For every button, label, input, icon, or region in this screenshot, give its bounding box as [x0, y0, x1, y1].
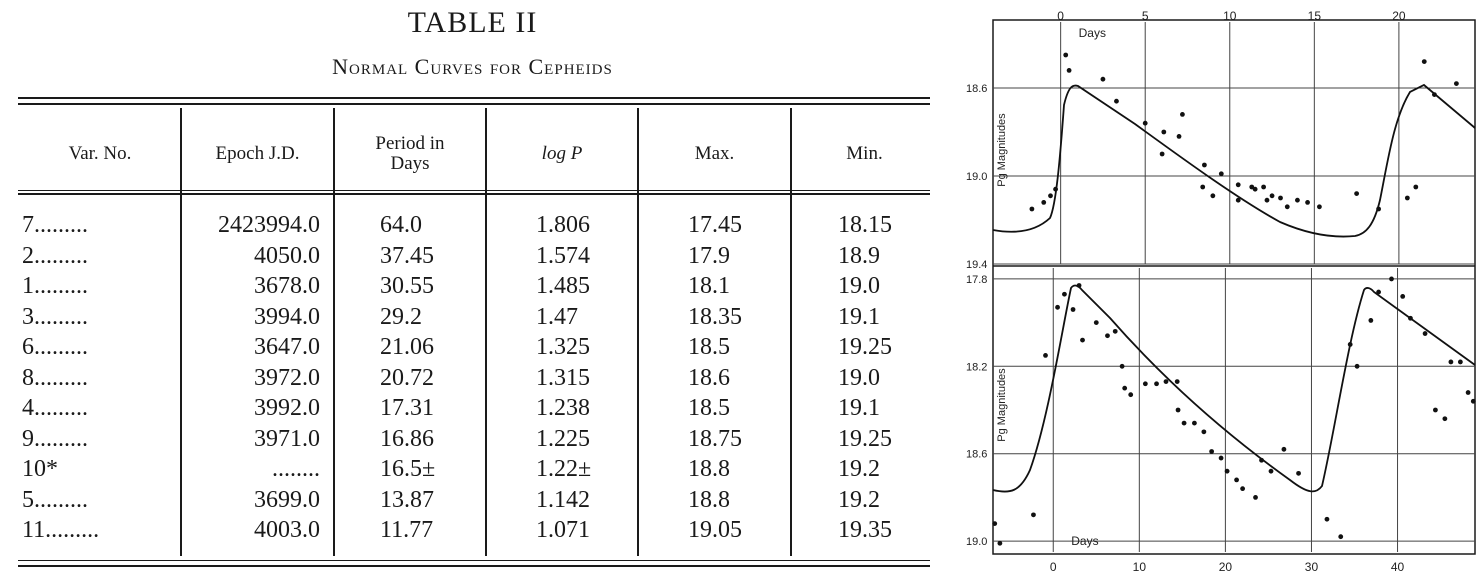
cell-period: 11.77: [380, 517, 434, 543]
data-point: [1423, 331, 1428, 336]
data-point: [1389, 277, 1394, 282]
cell-var: 8.........: [22, 364, 88, 391]
cell-logp: 1.325: [536, 334, 590, 360]
header-log-p: log P: [541, 143, 583, 164]
light-curves-panel: [960, 0, 1482, 578]
data-point: [1261, 185, 1266, 190]
cell-epoch: 3994.0: [254, 303, 320, 330]
data-point: [1471, 399, 1476, 404]
cell-logp: 1.574: [536, 242, 590, 269]
cell-logp: 1.071: [536, 517, 590, 543]
data-point: [1236, 182, 1241, 187]
cell-epoch: 4050.0: [254, 242, 320, 269]
data-point: [1177, 134, 1182, 139]
header-epoch: Epoch J.D.: [215, 143, 300, 164]
y-tick-label: 18.2: [966, 361, 988, 374]
cell-epoch: 3647.0: [254, 334, 320, 360]
data-point: [1433, 408, 1438, 413]
cell-period: 20.72: [380, 364, 434, 391]
cell-period: 21.06: [380, 334, 434, 360]
data-point: [1161, 130, 1166, 135]
cell-period: 16.86: [380, 425, 434, 452]
data-point: [1041, 200, 1046, 205]
cell-max: 18.1: [688, 273, 730, 299]
data-point: [1105, 333, 1110, 338]
cell-epoch: 3971.0: [254, 425, 320, 452]
x-tick-label: 0: [1057, 9, 1064, 23]
cell-var: 10*: [22, 456, 58, 482]
cell-epoch: 4003.0: [254, 517, 320, 543]
cell-period: 16.5±: [380, 456, 436, 482]
data-point: [1143, 121, 1148, 126]
light-curves-svg: [960, 0, 1482, 578]
data-point: [1120, 364, 1125, 369]
cell-max: 18.8: [688, 486, 730, 513]
data-point: [1175, 379, 1180, 384]
y-tick-label: 18.6: [966, 448, 988, 461]
bottom-rule: [18, 560, 930, 561]
data-point: [1122, 386, 1127, 391]
cell-epoch: ........: [272, 456, 320, 482]
cell-logp: 1.485: [536, 273, 590, 299]
data-point: [1253, 187, 1258, 192]
data-point: [1080, 338, 1085, 343]
x-tick-label: 20: [1392, 9, 1406, 23]
cell-period: 13.87: [380, 486, 434, 513]
table-subtitle: Normal Curves for Cepheids: [332, 54, 613, 79]
y-axis-label: Pg Magnitudes: [996, 368, 1008, 442]
data-point: [1325, 517, 1330, 522]
data-point: [1269, 469, 1274, 474]
data-point: [1164, 379, 1169, 384]
data-point: [1240, 486, 1245, 491]
data-point: [1202, 163, 1207, 168]
x-tick-label: 20: [1218, 560, 1233, 574]
y-tick-label: 18.6: [966, 83, 988, 95]
cell-var: 1.........: [22, 273, 88, 299]
header-rule-2: [18, 193, 930, 195]
x-tick-label: 30: [1304, 560, 1319, 574]
table-title: TABLE II: [407, 6, 538, 39]
data-point: [1031, 512, 1036, 517]
data-point: [1454, 81, 1459, 86]
data-point: [992, 521, 997, 526]
header-rule: [18, 190, 930, 191]
data-point: [1458, 360, 1463, 365]
cell-min: 19.0: [838, 364, 880, 391]
data-point: [997, 541, 1002, 546]
data-point: [1317, 204, 1322, 209]
data-point: [1048, 193, 1053, 198]
cell-max: 18.6: [688, 364, 730, 391]
cell-epoch: 3678.0: [254, 273, 320, 299]
data-point: [1466, 390, 1471, 395]
top-rule: [18, 97, 930, 99]
data-point: [1143, 381, 1148, 386]
cell-logp: 1.315: [536, 364, 590, 391]
data-point: [1285, 204, 1290, 209]
cell-var: 5.........: [22, 486, 88, 513]
data-point: [1368, 318, 1373, 323]
top-rule-2: [18, 103, 930, 105]
header-max: Max.: [694, 143, 735, 164]
cell-logp: 1.22±: [536, 456, 592, 482]
x-tick-label: 10: [1132, 560, 1147, 574]
data-point: [1200, 185, 1205, 190]
cell-min: 19.2: [838, 486, 880, 513]
x-axis-label: Days: [1071, 534, 1099, 548]
cell-var: 7.........: [22, 212, 88, 238]
data-point: [1114, 99, 1119, 104]
cell-min: 19.25: [838, 334, 892, 360]
cell-var: 6.........: [22, 334, 88, 360]
data-point: [1305, 200, 1310, 205]
data-point: [1295, 198, 1300, 203]
data-point: [1210, 193, 1215, 198]
cell-min: 18.9: [838, 242, 880, 269]
data-point: [1278, 196, 1283, 201]
data-point: [1160, 152, 1165, 157]
data-point: [1413, 185, 1418, 190]
cell-logp: 1.142: [536, 486, 590, 513]
cell-min: 19.35: [838, 517, 892, 543]
header-period-line2: Days: [390, 153, 430, 174]
cell-max: 17.9: [688, 242, 730, 269]
data-point: [1043, 353, 1048, 358]
cell-min: 19.25: [838, 425, 892, 452]
cell-var: 9.........: [22, 425, 88, 452]
cell-max: 18.5: [688, 395, 730, 421]
data-point: [1449, 360, 1454, 365]
x-tick-label: 5: [1141, 9, 1149, 23]
data-point: [1296, 471, 1301, 476]
data-point: [1253, 495, 1258, 500]
cell-max: 17.45: [688, 212, 742, 238]
cell-max: 18.75: [688, 425, 742, 452]
data-point: [1355, 364, 1360, 369]
data-point: [1154, 381, 1159, 386]
data-point: [1176, 408, 1181, 413]
data-point: [1094, 320, 1099, 325]
header-period: [335, 118, 485, 190]
data-point: [1338, 534, 1343, 539]
cell-epoch: 3972.0: [254, 364, 320, 391]
data-point: [1219, 171, 1224, 176]
x-tick-label: 40: [1390, 560, 1405, 574]
cell-epoch: 3992.0: [254, 395, 320, 421]
cell-epoch: 2423994.0: [218, 212, 320, 238]
data-point: [1067, 68, 1072, 73]
cell-min: 19.0: [838, 273, 880, 299]
cell-period: 29.2: [380, 303, 422, 330]
y-tick-label: 19.0: [966, 536, 988, 549]
data-point: [1405, 196, 1410, 201]
cell-min: 19.1: [838, 303, 880, 330]
data-point: [1192, 421, 1197, 426]
data-point: [1182, 421, 1187, 426]
data-point: [1055, 305, 1060, 310]
data-point: [1201, 429, 1206, 434]
data-point: [1282, 447, 1287, 452]
data-point: [1180, 112, 1185, 117]
cell-max: 18.8: [688, 456, 730, 482]
y-tick-label: 17.8: [966, 273, 988, 286]
cell-epoch: 3699.0: [254, 486, 320, 513]
data-point: [1265, 198, 1270, 203]
data-point: [1029, 207, 1034, 212]
cell-min: 18.15: [838, 212, 892, 238]
cell-max: 19.05: [688, 517, 742, 543]
data-point: [1128, 392, 1133, 397]
data-point: [1354, 191, 1359, 196]
y-tick-label: 19.0: [966, 171, 988, 183]
data-point: [1422, 59, 1427, 64]
data-point: [1113, 329, 1118, 334]
data-point: [1234, 478, 1239, 483]
bottom-rule-2: [18, 565, 930, 567]
cell-var: 2.........: [22, 242, 88, 269]
x-tick-label: 0: [1049, 560, 1057, 574]
data-point: [1442, 416, 1447, 421]
header-period-line1: Period in: [375, 133, 445, 154]
x-axis-label: Days: [1078, 26, 1106, 40]
cell-var: 11.........: [22, 517, 100, 543]
cell-var: 3.........: [22, 303, 88, 330]
y-tick-label: 19.4: [966, 259, 988, 271]
data-point: [1101, 77, 1106, 82]
cell-logp: 1.225: [536, 425, 590, 452]
data-point: [1270, 193, 1275, 198]
x-tick-label: 15: [1307, 9, 1322, 23]
data-point: [1209, 449, 1214, 454]
cell-logp: 1.806: [536, 212, 590, 238]
cell-logp: 1.47: [536, 303, 578, 330]
data-point: [1400, 294, 1405, 299]
data-point: [1219, 456, 1224, 461]
header-min: Min.: [846, 143, 883, 164]
header-var-no: Var. No.: [68, 143, 132, 164]
cell-period: 30.55: [380, 273, 434, 299]
cell-min: 19.1: [838, 395, 880, 421]
cell-min: 19.2: [838, 456, 880, 482]
cell-max: 18.35: [688, 303, 742, 330]
y-axis-label: Pg Magnitudes: [996, 113, 1008, 187]
cell-period: 64.0: [380, 212, 422, 238]
data-point: [1225, 469, 1230, 474]
data-point: [1062, 292, 1067, 297]
cell-logp: 1.238: [536, 395, 590, 421]
cell-max: 18.5: [688, 334, 730, 360]
cell-period: 17.31: [380, 395, 434, 421]
x-tick-label: 10: [1223, 9, 1237, 23]
cell-period: 37.45: [380, 242, 434, 269]
cell-var: 4.........: [22, 395, 88, 421]
data-point: [1063, 53, 1068, 58]
data-point: [1071, 307, 1076, 312]
